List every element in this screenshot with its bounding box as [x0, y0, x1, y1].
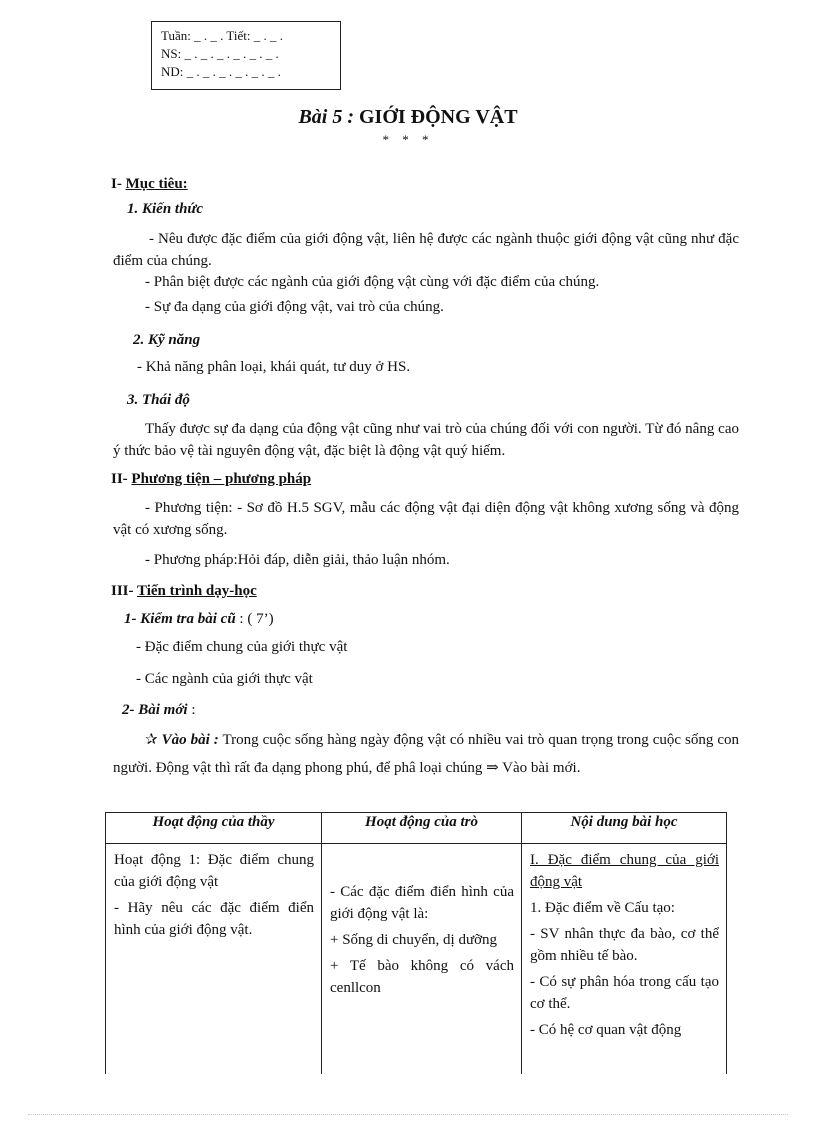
methods-text: - Phương pháp:Hỏi đáp, diễn giải, thảo luận nhóm. — [145, 552, 450, 568]
header-student: Hoạt động của trò — [322, 813, 522, 844]
teacher-cell — [106, 844, 322, 1075]
knowledge-item-3: - Sự đa dạng của giới động vật, vai trò của chúng. — [145, 299, 444, 315]
student-cell — [322, 844, 522, 1075]
lesson-number: Bài 5 : — [298, 106, 354, 128]
page-title — [0, 106, 816, 129]
subsection-new-lesson: 2- Bài mới : — [122, 702, 196, 718]
table-header-row — [106, 813, 727, 844]
section-2-heading: II- Phương tiện – phương pháp — [111, 471, 312, 487]
content-item-3: - Có sự phân hóa trong cấu tạo cơ thể. — [530, 974, 719, 1012]
week-period-field: Tuần: _ . _ . Tiết: _ . _ . — [161, 28, 283, 43]
star-icon: ✰ — [145, 732, 158, 748]
content-heading: I. Đặc điểm chung của giới động vật — [530, 852, 719, 890]
table-row — [106, 844, 727, 1075]
skills-item-1: - Khả năng phân loại, khái quát, tư duy ở HS. — [137, 359, 411, 375]
section-3-heading: III- Tiến trình dạy-học — [111, 583, 257, 599]
student-answer-intro: - Các đặc điểm điển hình của giới động vật là: — [330, 884, 514, 922]
teacher-activity-title: Hoạt động 1: Đặc điểm chung của giới động vật — [114, 852, 314, 890]
content-cell — [522, 844, 727, 1075]
attitude-text: Thấy được sự đa dạng của động vật cũng như vai trò của chúng đối với con người. Từ đó nâng cao ý thức bảo vệ tài nguyên động vật, đặc biệt là động vật quý hiếm. — [113, 421, 739, 459]
header-content: Nội dung bài học — [522, 813, 727, 844]
subsection-skills: 2. Kỹ năng — [133, 332, 201, 348]
subsection-review: 1- Kiểm tra bài cũ : ( 7’) — [124, 611, 274, 627]
teacher-question: - Hãy nêu các đặc điểm điển hình của giới động vật. — [114, 900, 314, 938]
content-item-1: 1. Đặc điểm về Cấu tạo: — [530, 900, 675, 916]
subsection-knowledge: 1. Kiến thức — [127, 201, 204, 217]
section-1-heading: I- Mục tiêu: — [111, 176, 188, 192]
activity-table — [105, 812, 727, 1074]
ns-field: NS: _ . _ . _ . _ . _ . _ . — [161, 46, 279, 61]
review-question-2: - Các ngành của giới thực vật — [136, 671, 313, 687]
knowledge-item-1: - Nêu được đặc điểm của giới động vật, liên hệ được các ngành thuộc giới động vật cũng như đặc điểm của chúng. — [113, 231, 739, 269]
means-text: - Phương tiện: - Sơ đồ H.5 SGV, mẫu các động vật đại diện động vật không xương sống và động vật có xương sống. — [113, 500, 739, 538]
knowledge-item-2: - Phân biệt được các ngành của giới động vật cùng với đặc điểm của chúng. — [145, 274, 600, 290]
page-bottom-border — [28, 1114, 788, 1115]
intro-paragraph: ✰ Vào bài : Trong cuộc sống hàng ngày động vật có nhiều vai trò quan trọng trong cuộc sống con người. Động vật thì rất đa dạng phong phú, để phâ loại chúng ⇒ Vào bài mới. — [113, 732, 740, 776]
title-stars: * * * — [382, 132, 434, 147]
lesson-info-box — [151, 21, 341, 90]
review-question-1: - Đặc điểm chung của giới thực vật — [136, 639, 348, 655]
content-item-4: - Có hệ cơ quan vật động — [530, 1022, 682, 1038]
student-answer-1: + Sống di chuyển, dị dưỡng — [330, 932, 498, 948]
content-item-2: - SV nhân thực đa bào, cơ thể gồm nhiều tế bào. — [530, 926, 719, 964]
lesson-name: GIỚI ĐỘNG VẬT — [359, 106, 518, 128]
subsection-attitude: 3. Thái độ — [127, 392, 190, 408]
student-answer-2: + Tế bào không có vách cenllcon — [330, 958, 514, 996]
nd-field: ND: _ . _ . _ . _ . _ . _ . — [161, 64, 281, 79]
header-teacher: Hoạt động của thầy — [106, 813, 322, 844]
